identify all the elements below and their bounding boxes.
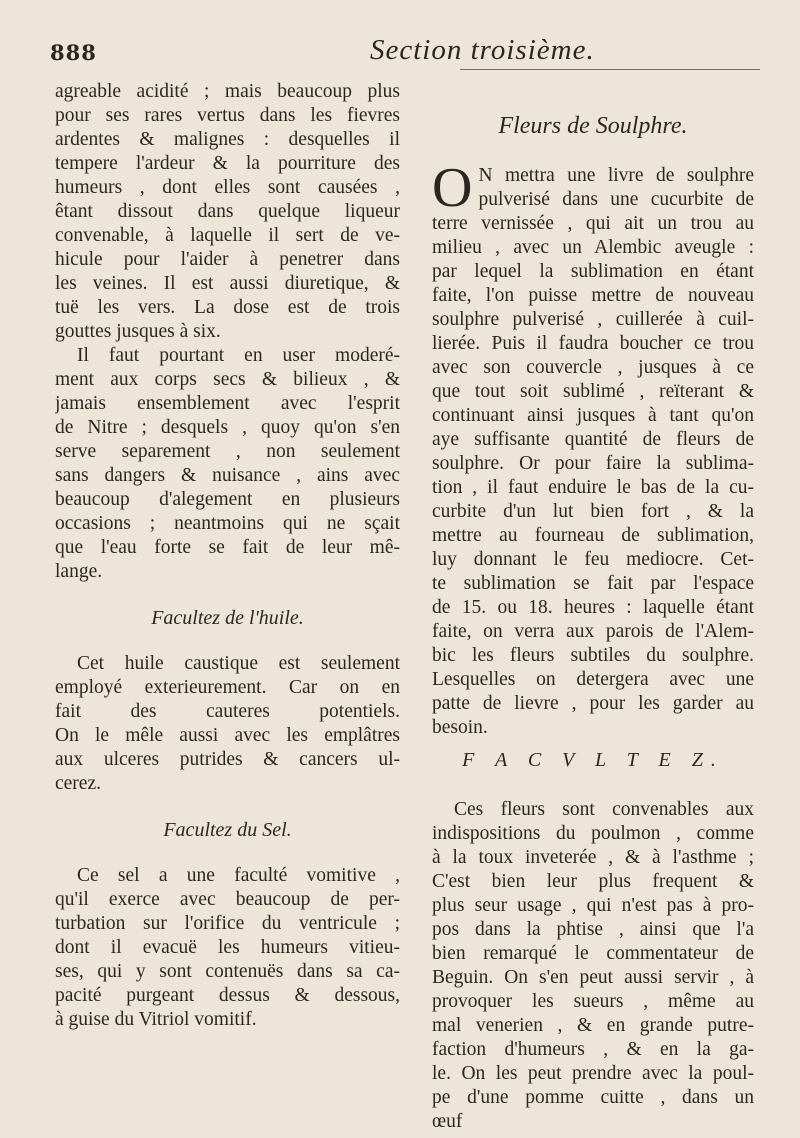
text-line: agreable acidité ; mais beaucoup plus: [55, 81, 400, 102]
text-line: milieu , avec un Alembic aveugle :: [432, 237, 754, 258]
text-line: ardentes & malignes : desquelles il: [55, 129, 400, 150]
text-line: hicule pour l'aider à penetrer dans: [55, 249, 400, 270]
text-line: continuant ainsi jusques à tant qu'on: [432, 405, 754, 426]
text-line: On le mêle aussi avec les emplâtres: [55, 725, 400, 746]
text-line: Beguin. On s'en peut aussi servir , à: [432, 967, 754, 988]
text-line: patte de lievre , pour les garder au: [432, 693, 754, 714]
heading-fleurs-soulphre: Fleurs de Soulphre.: [498, 113, 688, 139]
text-line: lange.: [55, 561, 103, 582]
text-line: de 15. ou 18. heures : laquelle étant: [432, 597, 754, 618]
text-line: aux ulceres putrides & cancers ul-: [55, 749, 400, 770]
header-rule: [460, 69, 760, 70]
left-paragraph-2: [55, 344, 400, 584]
text-line: indispositions du poulmon , comme: [432, 823, 754, 844]
text-line: pos dans la phtise , ainsi que l'a: [432, 919, 754, 940]
left-paragraph-1: [55, 80, 400, 344]
text-line: N mettra une livre de soulphre: [478, 165, 754, 186]
text-line: cerez.: [55, 773, 101, 794]
text-line: employé exterieurement. Car on en: [55, 677, 400, 698]
text-line: mal venerien , & en grande putre-: [432, 1015, 754, 1036]
text-line: tuë les vers. La dose est de trois: [55, 297, 400, 318]
text-line: Ces fleurs sont convenables aux: [454, 799, 754, 820]
text-line: par lequel la sublimation en étant: [432, 261, 754, 282]
text-line: terre vernissée , qui ait un trou au: [432, 213, 754, 234]
text-line: faction d'humeurs , & en la ga-: [432, 1039, 754, 1060]
text-line: qu'il exerce avec beaucoup de per-: [55, 889, 400, 910]
right-column: [432, 86, 754, 1134]
text-line: à la toux inveterée , & à l'asthme ;: [432, 847, 754, 868]
text-line: pacité purgeant dessus & dessous,: [55, 985, 400, 1006]
left-paragraph-3: [55, 652, 400, 796]
text-line: besoin.: [432, 717, 488, 738]
text-line: Lesquelles on detergera avec une: [432, 669, 754, 690]
text-line: Cet huile caustique est seulement: [77, 653, 400, 674]
text-line: humeurs , dont elles sont causées ,: [55, 177, 400, 198]
text-line: le. On les peut prendre avec la poul-: [432, 1063, 754, 1084]
text-line: que tout soit sublimé , reïterant &: [432, 381, 754, 402]
left-paragraph-4: [55, 864, 400, 1032]
text-line: soulphre pulverisé , cuillerée à cuil-: [432, 309, 754, 330]
text-line: aye suffisante quantité de fleurs de: [432, 429, 754, 450]
text-line: pe d'une pomme cuitte , dans un: [432, 1087, 754, 1108]
text-line: provoquer les sueurs , même au: [432, 991, 754, 1012]
text-line: occasions ; neantmoins qui ne sçait: [55, 513, 400, 534]
right-paragraph-1: [432, 157, 754, 740]
text-line: te sublimation se fait par l'espace: [432, 573, 754, 594]
text-line: curbite d'un lut bien fort , & la: [432, 501, 754, 522]
text-line: jamais ensemblement avec l'esprit: [55, 393, 400, 414]
heading-facultez-sel: Facultez du Sel.: [163, 819, 292, 841]
text-line: Ce sel a une faculté vomitive ,: [77, 865, 400, 886]
text-line: dont il evacuë les humeurs vitieu-: [55, 937, 400, 958]
text-line: avec son couvercle , jusques à ce: [432, 357, 754, 378]
text-line: convenable, à laquelle il sert de ve-: [55, 225, 400, 246]
text-line: faite, on verra aux parois de l'Alem-: [432, 621, 754, 642]
text-line: tempere l'ardeur & la pourriture des: [55, 153, 400, 174]
text-line: turbation sur l'orifice du ventricule ;: [55, 913, 400, 934]
text-line: mettre au fourneau de sublimation,: [432, 525, 754, 546]
text-line: serve separement , non seulement: [55, 441, 400, 462]
text-line: pulverisé dans une cucurbite de: [478, 189, 754, 210]
text-line: bic les fleurs subtiles du soulphre.: [432, 645, 754, 666]
text-line: Il faut pourtant en user moderé-: [77, 345, 400, 366]
text-line: bien remarqué le commentateur de: [432, 943, 754, 964]
text-line: à guise du Vitriol vomitif.: [55, 1009, 257, 1030]
heading-facultez: F A C V L T E Z.: [462, 749, 724, 771]
text-line: luy donnant le feu mediocre. Cet-: [432, 549, 754, 570]
text-line: ment aux corps secs & bilieux , &: [55, 369, 400, 390]
text-line: sans dangers & nuisance , ains avec: [55, 465, 400, 486]
heading-facultez-huile: Facultez de l'huile.: [151, 607, 304, 629]
drop-cap: O: [432, 157, 473, 219]
text-line: ses, qui y sont contenuës dans sa ca-: [55, 961, 400, 982]
right-paragraph-2: [432, 798, 754, 1134]
text-line: de Nitre ; desquels , quoy qu'on s'en: [55, 417, 400, 438]
text-line: fait des cauteres potentiels.: [55, 701, 400, 722]
text-line: les veines. Il est aussi diuretique, &: [55, 273, 400, 294]
text-line: C'est bien leur plus frequent &: [432, 871, 754, 892]
running-title: Section troisième.: [370, 34, 595, 66]
text-line: faite, l'on puisse mettre de nouveau: [432, 285, 754, 306]
text-line: beaucoup d'alegement en plusieurs: [55, 489, 400, 510]
text-line: soulphre. Or pour faire la sublima-: [432, 453, 754, 474]
text-line: plus seur usage , qui n'est pas à pro-: [432, 895, 754, 916]
page-number: 888: [50, 40, 97, 65]
text-line: lierée. Puis il faudra boucher ce trou: [432, 333, 754, 354]
text-line: que l'eau forte se fait de leur mê-: [55, 537, 400, 558]
text-line: tion , il faut enduire le bas de la cu-: [432, 477, 754, 498]
text-line: êtant dissout dans quelque liqueur: [55, 201, 400, 222]
text-line: œuf: [432, 1111, 463, 1132]
left-column: [55, 80, 400, 1032]
text-line: gouttes jusques à six.: [55, 321, 221, 342]
page-header: [0, 34, 800, 74]
text-line: pour ses rares vertus dans les fievres: [55, 105, 400, 126]
